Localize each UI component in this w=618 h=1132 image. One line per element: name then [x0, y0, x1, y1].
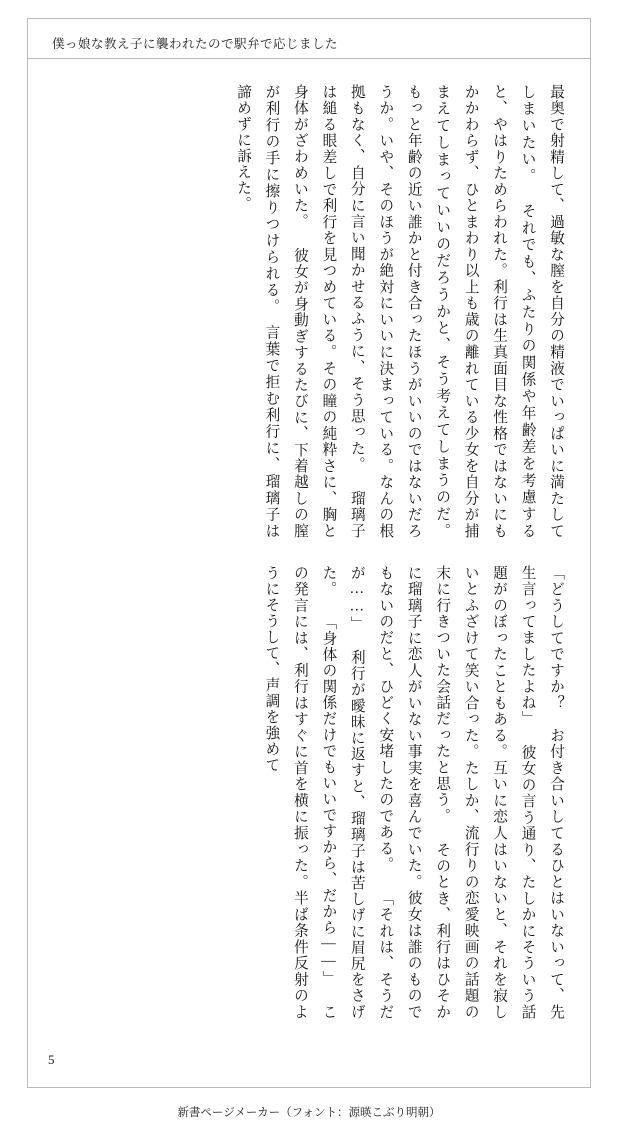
page-number: 5 — [48, 1052, 55, 1067]
page-header-title: 僕っ娘な教え子に襲われたので駅弁で応じました — [52, 37, 339, 51]
body-text-lower-column: 「どうしてですか？ お付き合いしてるひとはいないって、先生言ってましたよね」 彼女の言う通り、たしかにそういう話題がのぼったこともある。互いに恋人はいないと、それを寂しいとふざけて笑い合った。たしか、流行りの恋愛映画の話題の末に行きついた会話だったと思う。 そのとき、利行はひそかに瑠璃子に恋人がいない事実を喜んでいた。彼女は誰のものでもないのだと、ひどく安堵したのである。 「それは、そうだが……」 利行が曖昧に返すと、瑠璃子は苦しげに眉尻をさげた。 「身体の関係だけでもいいですから、だから——」 この発言には、利行はすぐに首を横に振った。半ば条件反射のようにそうして、声調を強めて — [263, 565, 564, 1020]
footer-credit: 新書ページメーカー（フォント：源暎こぶり明朝） — [177, 1107, 441, 1119]
body-text-upper-column: 最奥で射精して、過敏な膣を自分の精液でいっぱいに満たしてしまいたい。 それでも、ふたりの関係や年齢差を考慮すると、やはりためらわれた。利行は生真面目な性格ではないにもかかわらず、ひとまわり以上も歳の離れている少女を自分が捕まえてしまっていいのだろうかと、そう考えてしまうのだ。 もっと年齢の近い誰かと付き合ったほうがいいのではないだろうか。いや、そのほうが絶対にいいに決まっている。なんの根拠もなく、自分に言い聞かせるふうに、そう思った。 瑠璃子は縋る眼差しで利行を見つめている。その瞳の純粋さに、胸と身体がざわめいた。 彼女が身動ぎするたびに、下着越しの膣が利行の手に擦りつけられる。 言葉で拒む利行に、瑠璃子は諦めずに訴えた。 — [235, 84, 564, 539]
header-divider — [27, 58, 591, 59]
